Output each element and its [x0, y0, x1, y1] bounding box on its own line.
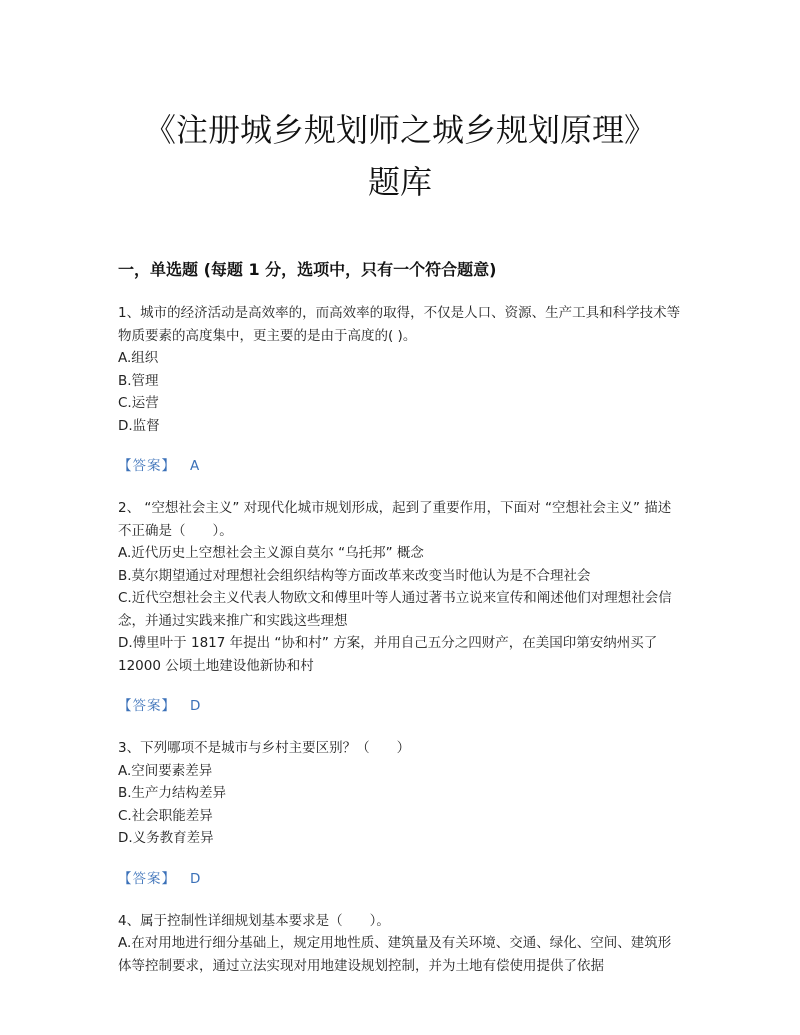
option-d: D.监督 [118, 417, 160, 434]
option-a: A.空间要素差异 [118, 762, 213, 779]
document-title [118, 0, 682, 208]
answer-3 [118, 868, 682, 890]
option-a: A.在对用地进行细分基础上，规定用地性质、建筑量及有关环境、交通、绿化、空间、建筑形体等控制要求，通过立法实现对用地建设规划控制，并为土地有偿使用提供了依据 [118, 935, 672, 974]
answer-label: 【答案】 [118, 698, 176, 714]
option-d: D.傅里叶于 1817 年提出 “协和村” 方案，并用自己五分之四财产，在美国印第安纳州买了 12000 公顷土地建设他新协和村 [118, 635, 658, 674]
answer-label: 【答案】 [118, 870, 176, 887]
question-text: 3、下列哪项不是城市与乡村主要区别？（ ） [118, 740, 411, 756]
option-a: A.组织 [118, 350, 159, 366]
question-text: 4、属于控制性详细规划基本要求是（ ）。 [118, 912, 390, 929]
answer-label: 【答案】 [118, 458, 176, 474]
option-b: B.莫尔期望通过对理想社会组织结构等方面改革来改变当时他认为是不合理社会 [118, 567, 591, 584]
answer-2 [118, 695, 682, 717]
question-2 [118, 497, 682, 677]
title-line-1: 《注册城乡规划师之城乡规划原理》 [143, 111, 656, 149]
question-text: 2、 “空想社会主义” 对现代化城市规划形成，起到了重要作用，下面对 “空想社会主义” 描述不正确是（ ）。 [118, 500, 672, 539]
question-3 [118, 737, 682, 850]
section-heading: 一，单选题 (每题 1 分，选项中，只有一个符合题意) [118, 260, 497, 279]
option-d: D.义务教育差异 [118, 830, 214, 846]
option-a: A.近代历史上空想社会主义源自莫尔 “乌托邦” 概念 [118, 545, 424, 561]
option-b: B.管理 [118, 372, 159, 389]
answer-value: A [190, 458, 200, 474]
question-4 [118, 910, 682, 978]
question-text: 1、城市的经济活动是高效率的，而高效率的取得，不仅是人口、资源、生产工具和科学技术等物质要素的高度集中，更主要的是由于高度的( )。 [118, 305, 681, 344]
option-c: C.社会职能差异 [118, 807, 213, 824]
answer-value: D [190, 870, 201, 887]
answer-1 [118, 455, 682, 477]
question-1 [118, 302, 682, 437]
title-line-2: 题库 [367, 163, 432, 201]
option-c: C.运营 [118, 395, 159, 411]
answer-value: D [190, 698, 201, 714]
option-c: C.近代空想社会主义代表人物欧文和傅里叶等人通过著书立说来宣传和阐述他们对理想社会信念，并通过实践来推广和实践这些理想 [118, 590, 672, 629]
option-b: B.生产力结构差异 [118, 785, 227, 801]
